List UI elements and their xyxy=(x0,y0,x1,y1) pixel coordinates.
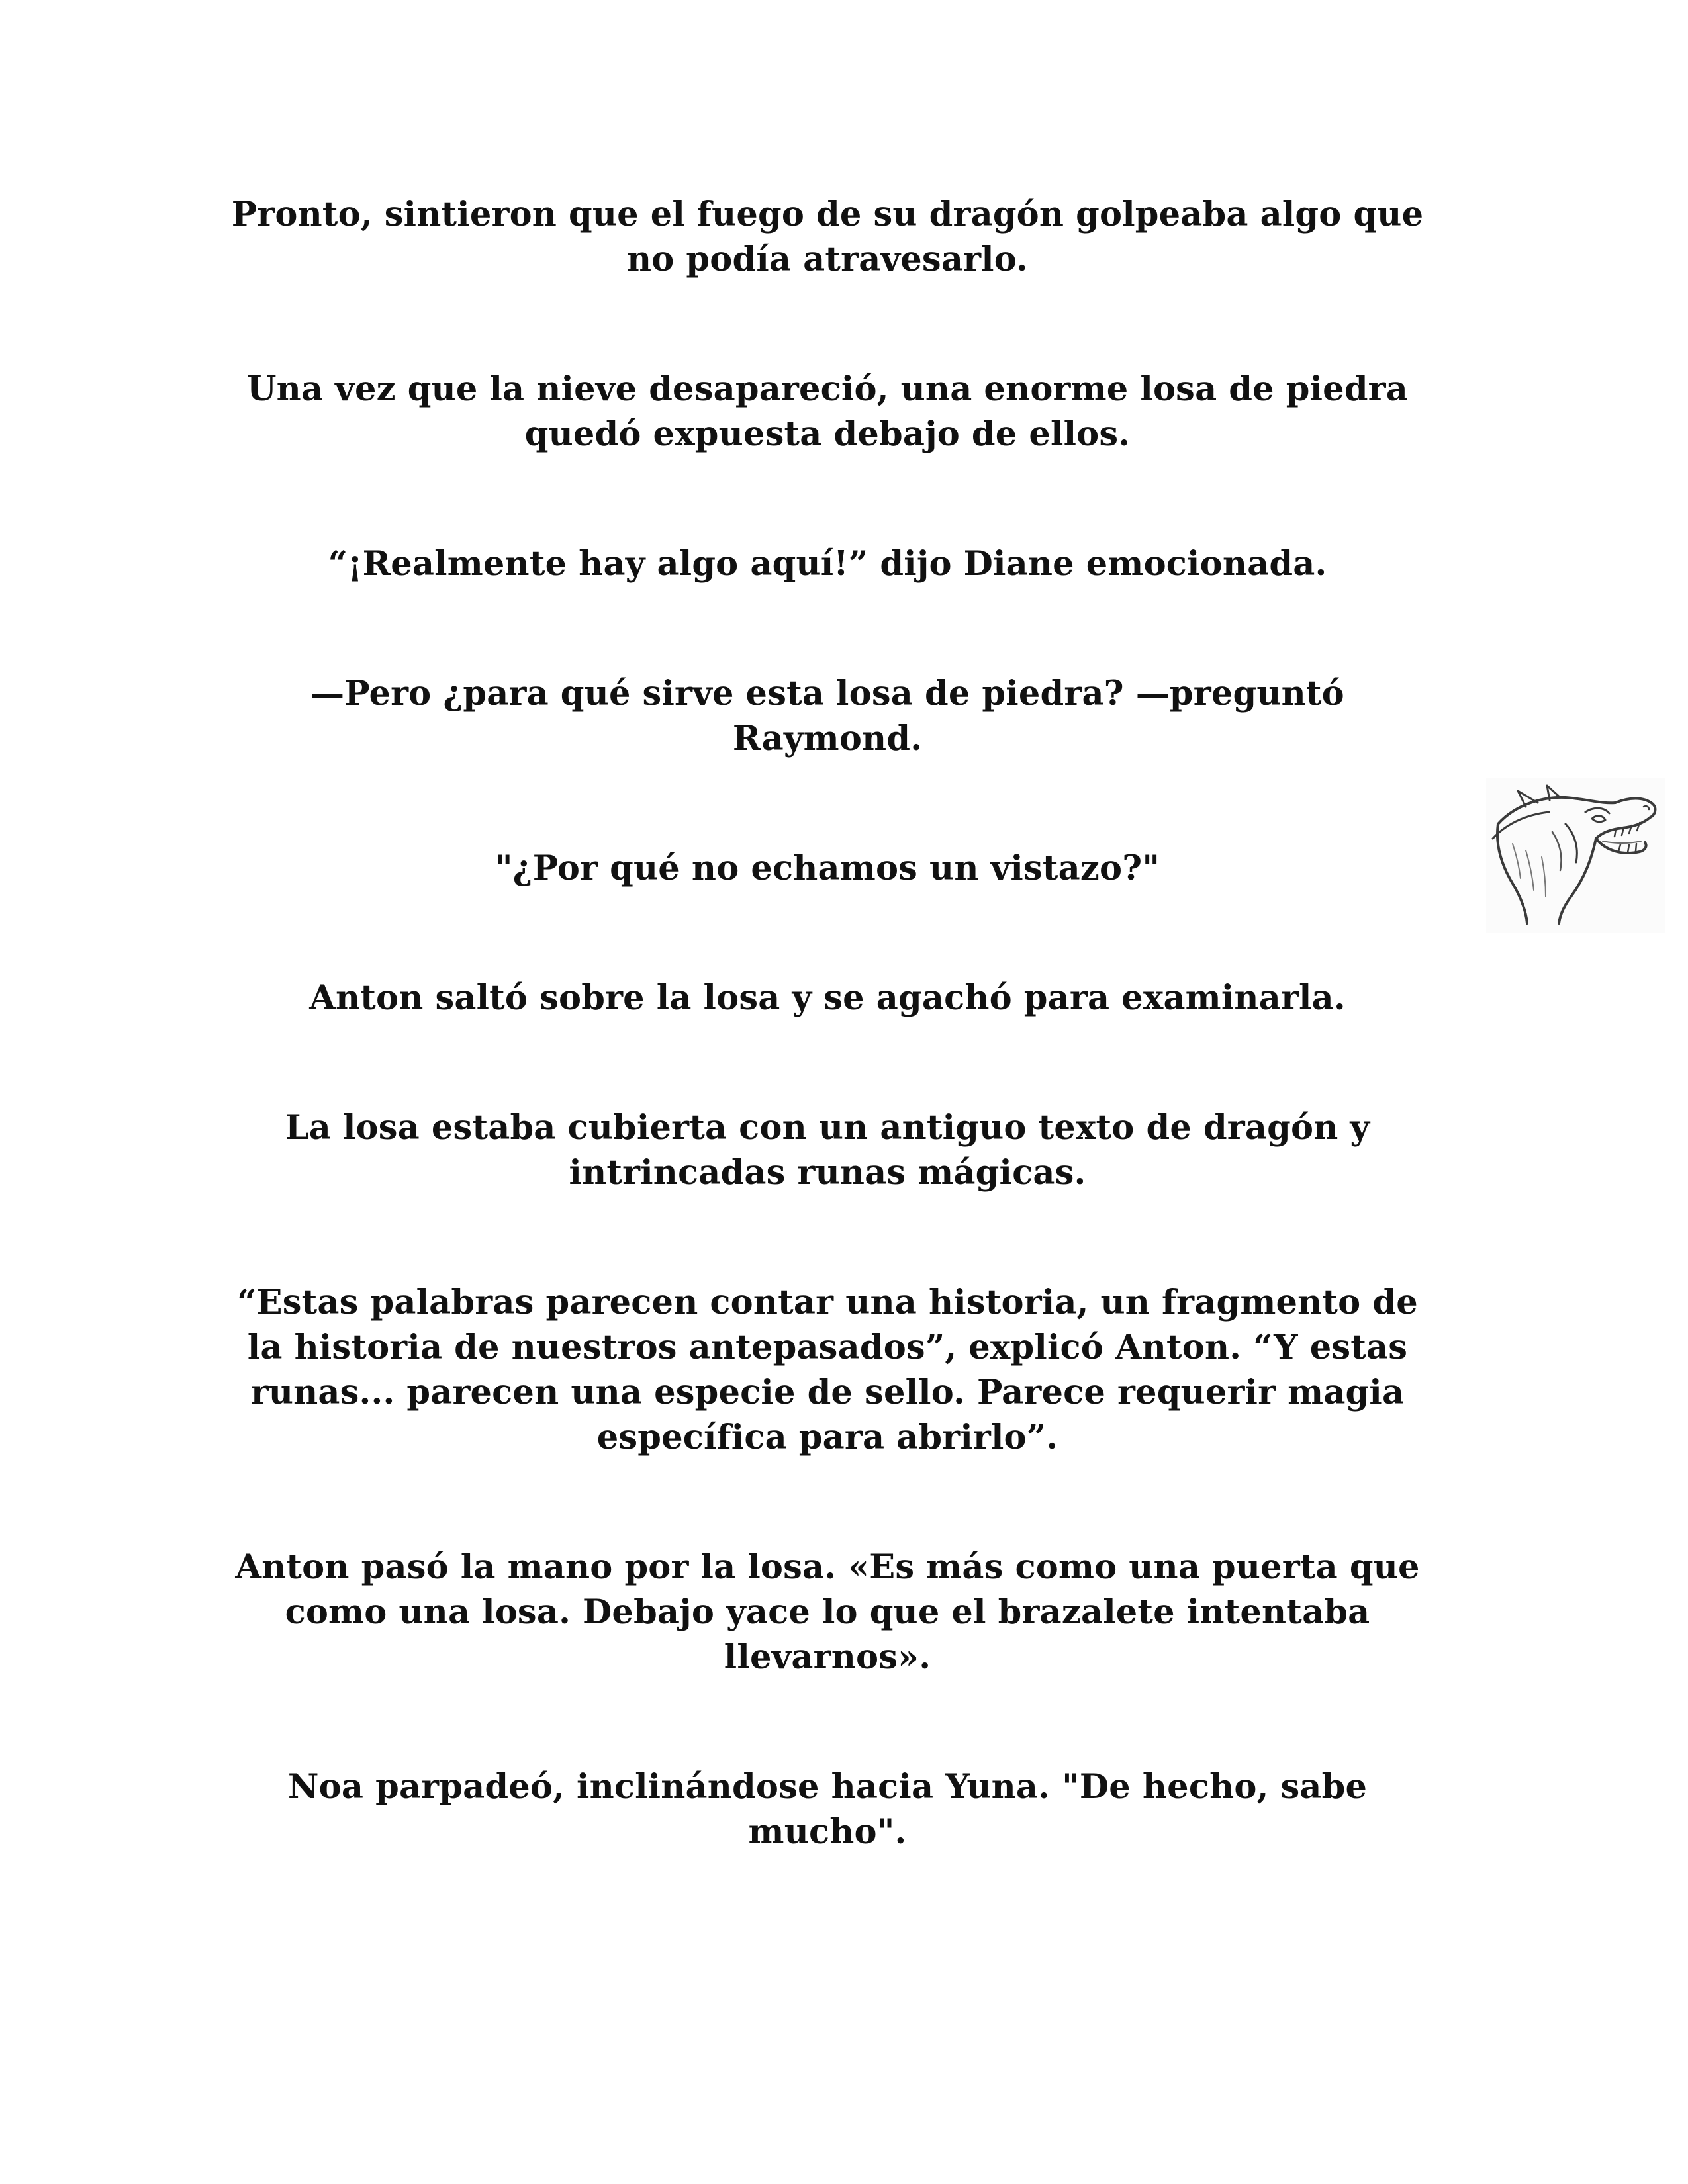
paragraph-line: quedó expuesta debajo de ellos. xyxy=(524,414,1131,454)
paragraph-line: específica para abrirlo”. xyxy=(596,1418,1058,1457)
paragraph-line: la historia de nuestros antepasados”, explicó Anton. “Y estas xyxy=(247,1328,1408,1367)
paragraph-line: Pronto, sintieron que el fuego de su dragón golpeaba algo que xyxy=(231,195,1424,234)
dragon-head-sketch-icon xyxy=(1486,778,1665,933)
paragraph-line: como una losa. Debajo yace lo que el brazalete intentaba xyxy=(285,1592,1370,1632)
paragraph-line: mucho". xyxy=(748,1812,907,1852)
paragraph-line: “Estas palabras parecen contar una historia, un fragmento de xyxy=(237,1283,1418,1322)
paragraph-2 xyxy=(218,367,1436,457)
paragraph-line: "¿Por qué no echamos un vistazo?" xyxy=(494,848,1160,888)
story-text xyxy=(218,192,1436,1854)
paragraph-10 xyxy=(218,1764,1436,1854)
paragraph-line: runas... parecen una especie de sello. Parece requerir magia xyxy=(250,1373,1405,1412)
paragraph-6 xyxy=(218,976,1436,1021)
paragraph-line: La losa estaba cubierta con un antiguo texto de dragón y xyxy=(285,1108,1370,1148)
paragraph-line: Anton pasó la mano por la losa. «Es más como una puerta que xyxy=(235,1547,1420,1587)
paragraph-line: intrincadas runas mágicas. xyxy=(569,1153,1086,1193)
paragraph-line: “¡Realmente hay algo aquí!” dijo Diane emocionada. xyxy=(328,544,1327,584)
paragraph-1 xyxy=(218,192,1436,282)
paragraph-line: Anton saltó sobre la losa y se agachó para examinarla. xyxy=(309,978,1346,1018)
paragraph-line: —Pero ¿para qué sirve esta losa de piedra? —preguntó xyxy=(310,674,1344,713)
paragraph-9 xyxy=(218,1545,1436,1680)
paragraph-8 xyxy=(218,1280,1436,1460)
paragraph-7 xyxy=(218,1105,1436,1195)
paragraph-5 xyxy=(218,846,1436,891)
paragraph-4 xyxy=(218,671,1436,761)
paragraph-line: no podía atravesarlo. xyxy=(626,240,1029,279)
paragraph-3 xyxy=(218,541,1436,586)
paragraph-line: llevarnos». xyxy=(724,1637,931,1677)
paragraph-line: Raymond. xyxy=(732,719,923,758)
paragraph-line: Una vez que la nieve desapareció, una enorme losa de piedra xyxy=(246,369,1409,409)
paragraph-line: Noa parpadeó, inclinándose hacia Yuna. "De hecho, sabe xyxy=(287,1767,1368,1807)
